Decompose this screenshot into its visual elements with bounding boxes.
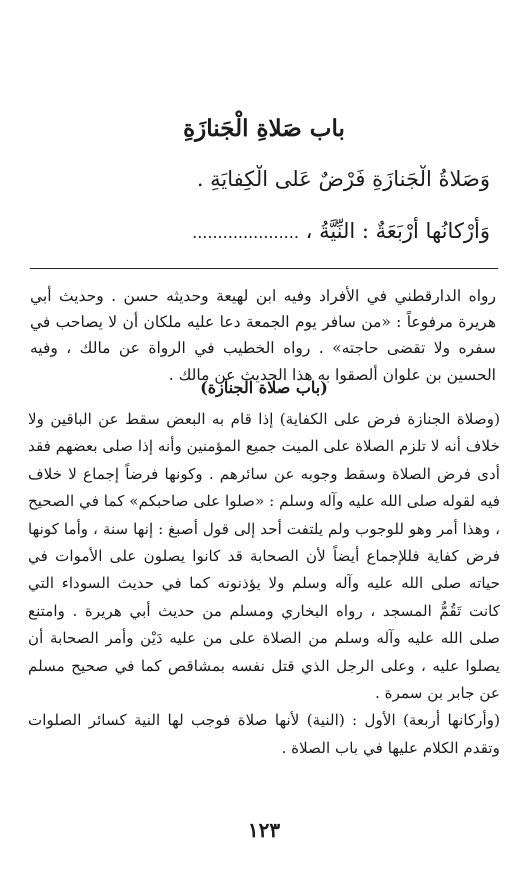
chapter-title: باب صَلاةِ الْجَنازَةِ (183, 115, 345, 142)
commentary-title: (باب صلاة الجنازة) (200, 378, 328, 397)
matn-line-2-dots: ..................... (192, 223, 299, 242)
matn-line-1: وَصَلاةُ الْجَنازَةِ فَرْضٌ عَلى الْكِفايَةِ . (196, 167, 490, 191)
matn-line-2 (30, 217, 490, 247)
commentary-body (28, 406, 500, 762)
footnote-separator (30, 268, 498, 269)
matn-line-2-text: وَأَرْكانُها أَرْبَعَةٌ : النِّيَّةُ ، (305, 219, 490, 243)
commentary-paragraph-2: (وأركانها أربعة) الأول : (النية) لأنها صلاة فوجب لها النية كسائر الصلوات وتقدم الكلام عليها في باب الصلاة . (28, 711, 500, 757)
footnote-text: رواه الدارقطني في الأفراد وفيه ابن لهيعة وحديثه حسن . وحديث أبي هريرة مرفوعاً : «من سافر يوم الجمعة دعا عليه ملكان أن لا يصاحب في سفره ولا تقضى حاجته» . رواه الخطيب في الرواة عن مالك ، وفيه الحسين بن علوان ألصقوا به هذا الحديث عن مالك . (30, 287, 496, 384)
page-number: ١٢٣ (247, 818, 281, 842)
commentary-paragraph-1: (وصلاة الجنازة فرض على الكفاية) إذا قام به البعض سقط عن الباقين ولا خلاف أنه لا تلزم الصلاة على الميت جميع المؤمنين وأنه إذا صلى بعضهم فقد أدى فرض الصلاة وسقط وجوبه عن سائرهم . وكونها فرضاً إجماع لا خلاف فيه لقوله صلى الله عليه وآله وسلم : «صلوا على صاحبكم» كما في الصحيح ، وهذا أمر وهو للوجوب ولم يلتفت أحد إلى قول أصبغ : إنها سنة ، وأما كونها فرض كفاية فللإجماع أيضاً لأن الصحابة قد كانوا يصلون على الأموات في حياته صلى الله عليه وآله وسلم ولا يؤذنونه كما في حديث السوداء التي كانت تَقُمُّ المسجد ، رواه البخاري ومسلم من حديث أبي هريرة . وامتنع صلى الله عليه وآله وسلم من الصلاة على من عليه دَيْن وأمر الصحابة أن يصلوا عليه ، وعلى الرجل الذي قتل نفسه بمشاقص كما في صحيح مسلم عن جابر بن سمرة . (28, 410, 500, 703)
